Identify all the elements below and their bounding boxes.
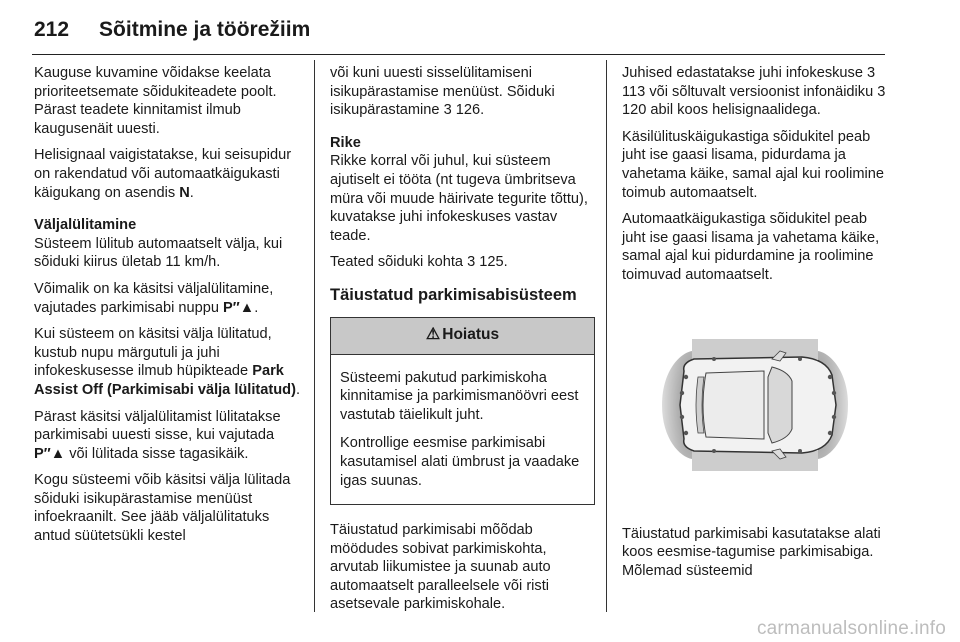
page-number: 212 [34, 18, 70, 41]
paragraph: Käsilülituskäigukastiga sõidukitel peab juht ise gaasi lisama, pidurdama ja vahetama käike, samal ajal kui roolimine toimub automaatselt. [622, 128, 884, 201]
page-reference[interactable]: 3 120 [622, 83, 886, 119]
paragraph [330, 64, 595, 120]
column-3 [622, 64, 888, 588]
text: Võimalik on ka käsitsi väljalülitamine, vajutades parkimisabi nuppu [34, 280, 274, 316]
warning-body [331, 355, 594, 505]
text: Helisignaal vaigistatakse, kui seisupidur on rakendatud või automaatkäigukasti käigukang on asendis [34, 147, 292, 201]
paragraph [34, 408, 306, 464]
text: abil koos helisignaalidega. [646, 102, 821, 119]
page-reference[interactable]: 3 113 [622, 65, 876, 100]
warning-header [331, 318, 594, 355]
popup-message-text: Park Assist Off (Parkimisabi välja lülitatud) [34, 363, 296, 398]
text: Kui süsteem on käsitsi välja lülitatud, kustub nupu märgutuli ja juhi infokeskusesse ilmub hüpikteade [34, 326, 272, 380]
text: või sõltuvalt versioonist infonäidiku [645, 83, 878, 100]
paragraph [34, 146, 306, 202]
paragraph [622, 64, 888, 120]
parking-sensor-illustration [622, 301, 888, 509]
paragraph [34, 280, 306, 317]
paragraph: Kauguse kuvamine võidakse keelata prioriteetsemate sõidukiteadete poolt. Pärast teadete kinnitamist ilmub kaugusenäit uuesti. [34, 65, 277, 137]
paragraph: Täiustatud parkimisabi mõõdab möödudes sobivat parkimiskohta, arvutab liikumistee ja suunab auto automaatselt paralleelsele või risti asetsevale parkimiskohale. [330, 522, 551, 613]
text: või kuni uuesti sisselülitamiseni isikupärastamise menüüst. Sõiduki isikupärastamine [330, 65, 555, 119]
warning-title: Hoiatus [442, 326, 500, 344]
page-reference[interactable]: 3 125 [467, 254, 504, 271]
warning-triangle-icon: ⚠ [425, 326, 441, 344]
paragraph: Süsteem lülitub automaatselt välja, kui sõiduki kiirus ületab 11 km/h. [34, 235, 283, 271]
paragraph: Automaatkäigukastiga sõidukitel peab juht ise gaasi lisama ja vahetama käike, samal ajal kui pidurdamine ja roolimine toimuvad automaatselt. [622, 211, 880, 283]
gear-n-label: N [179, 184, 190, 201]
column-2 [330, 64, 595, 622]
column-1 [34, 64, 306, 554]
page-title: Sõitmine ja töörežiim [99, 18, 311, 41]
text: . [189, 184, 194, 201]
watermark: carmanualsonline.info [756, 618, 946, 639]
paragraph [330, 253, 595, 272]
paragraph: Süsteemi pakutud parkimiskoha kinnitamise ja parkimismanöövri eest vastutab täielikult juht. [340, 369, 579, 423]
paragraph: Rikke korral või juhul, kui süsteem ajutiselt ei tööta (nt tugeva ümbritseva müra või muude häirivate tegurite tõttu), kuvatakse juhi infokeskuses vastav teade. [330, 153, 588, 244]
paragraph [34, 325, 306, 399]
section-heading-fault: Rike [330, 134, 361, 151]
section-heading-deactivation: Väljalülitamine [34, 217, 137, 234]
park-assist-button-icon: P″▲ [34, 445, 66, 462]
park-assist-button-icon: P″▲ [223, 299, 255, 316]
warning-box [330, 317, 595, 506]
column-divider [314, 60, 315, 612]
page-reference[interactable]: 3 126 [443, 102, 481, 119]
text: . [503, 254, 508, 271]
text: või lülitada sisse tagasikäik. [65, 445, 249, 462]
paragraph: Täiustatud parkimisabi kasutatakse alati koos eesmise-tagumise parkimisabiga. Mõlemad süsteemid [622, 525, 881, 579]
paragraph: Kogu süsteemi võib käsitsi välja lülitada sõiduki isikupärastamise menüüst infoekraanilt. See jääb väljalülitatuks antud süütetsükli kestel [34, 472, 291, 545]
text: Juhised edastatakse juhi infokeskuse [622, 65, 868, 81]
paragraph: Kontrollige eesmise parkimisabi kasutamisel alati ümbrust ja vaadake igas suunas. [340, 435, 580, 489]
text: . [480, 102, 485, 119]
text: Teated sõiduki kohta [330, 254, 468, 271]
column-divider [606, 60, 607, 612]
car-sensor-zones-icon [622, 301, 888, 509]
page-header [32, 18, 885, 55]
text: Pärast käsitsi väljalülitamist lülitatakse parkimisabi uuesti sisse, kui vajutada [34, 408, 281, 444]
section-heading-advanced-park-assist: Täiustatud parkimisabisüsteem [330, 285, 577, 304]
text: . [254, 299, 259, 316]
text: . [295, 381, 301, 398]
